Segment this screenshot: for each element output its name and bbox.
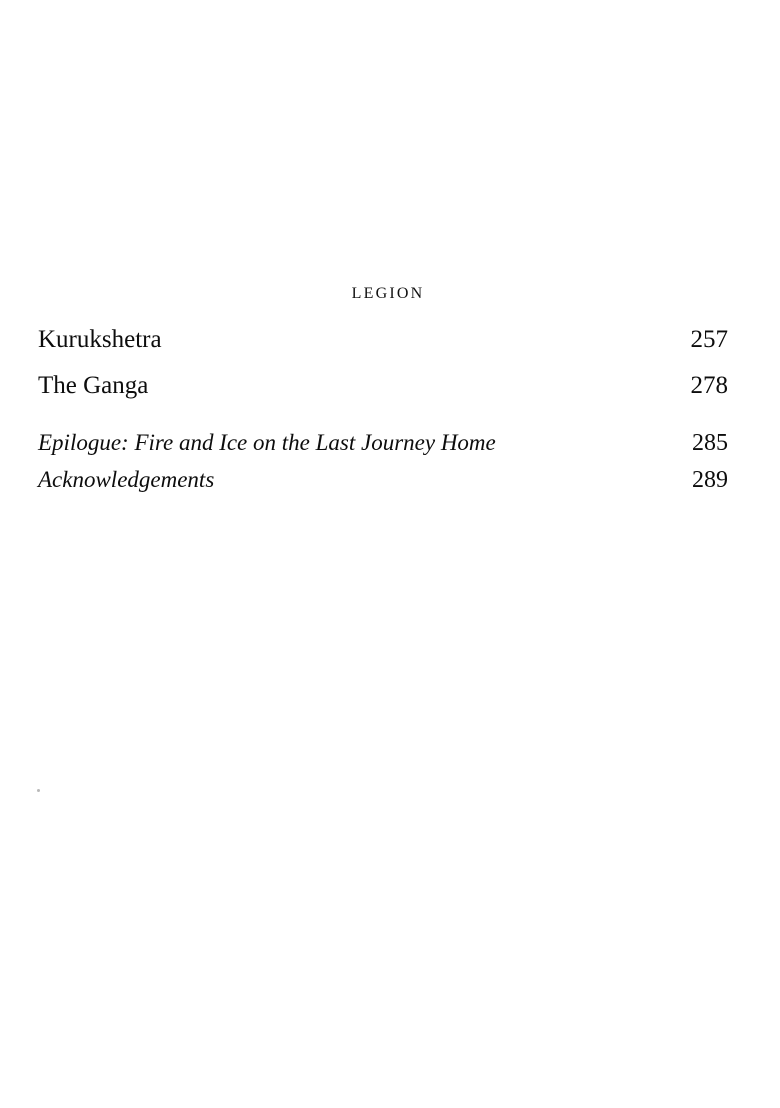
group-divider xyxy=(38,401,728,429)
toc-entry-title: Epilogue: Fire and Ice on the Last Journey Home xyxy=(38,430,496,455)
list-item[interactable] xyxy=(38,325,728,355)
toc-entry-title: The Ganga xyxy=(38,372,149,399)
list-item[interactable] xyxy=(38,371,728,401)
toc-entry-page: 257 xyxy=(690,326,728,353)
toc-entry-page: 285 xyxy=(692,430,728,456)
list-item[interactable] xyxy=(38,429,728,458)
toc-entry-page: 278 xyxy=(690,372,728,399)
table-of-contents xyxy=(38,285,728,503)
list-item[interactable] xyxy=(38,466,728,495)
toc-entry-page: 289 xyxy=(692,466,728,493)
toc-group-back-matter xyxy=(38,429,728,495)
section-heading: LEGION xyxy=(351,285,425,302)
page-speck xyxy=(37,789,40,792)
toc-entry-title: Acknowledgements xyxy=(38,466,215,492)
toc-entry-title: Kurukshetra xyxy=(38,326,162,353)
toc-group-legion xyxy=(38,325,728,401)
